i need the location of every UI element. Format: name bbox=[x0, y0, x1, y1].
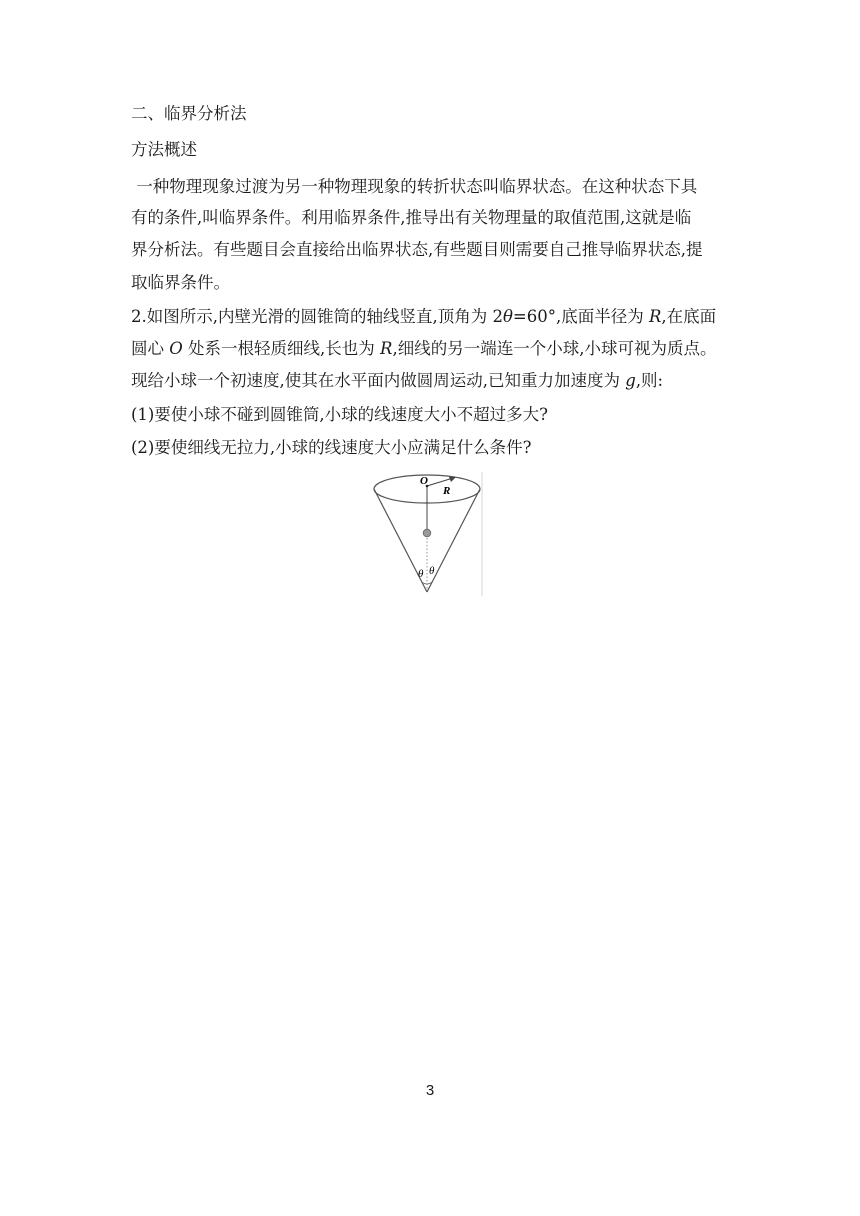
question-2: (2)要使细线无拉力,小球的线速度大小应满足什么条件? bbox=[131, 438, 532, 457]
paragraph-line: 界分析法。有些题目会直接给出临界状态,有些题目则需要自己推导临界状态,提 bbox=[131, 240, 703, 259]
cone-diagram bbox=[368, 470, 486, 598]
cone-figure bbox=[368, 470, 486, 598]
ball bbox=[423, 529, 431, 537]
angle-arc bbox=[422, 582, 432, 584]
paragraph-line: 有的条件,叫临界条件。利用临界条件,推导出有关物理量的取值范围,这就是临 bbox=[131, 208, 692, 227]
problem-line: 现给小球一个初速度,使其在水平面内做圆周运动,已知重力加速度为 g,则: bbox=[131, 371, 664, 390]
cone-right-wall bbox=[427, 489, 480, 592]
section-heading: 二、临界分析法 bbox=[131, 104, 247, 123]
problem-line: 圆心 O 处系一根轻质细线,长也为 R,细线的另一端连一个小球,小球可视为质点。 bbox=[131, 339, 717, 358]
radius-arrowhead bbox=[449, 477, 456, 482]
label-theta-left: θ bbox=[418, 568, 424, 580]
page-number: 3 bbox=[425, 1082, 435, 1099]
paragraph-line: 取临界条件。 bbox=[131, 273, 230, 292]
label-radius-r: R bbox=[443, 485, 451, 497]
problem-line: 2.如图所示,内壁光滑的圆锥筒的轴线竖直,顶角为 2θ=60°,底面半径为 R,在底面 bbox=[131, 307, 717, 326]
label-center-o: O bbox=[420, 475, 428, 487]
section-subheading: 方法概述 bbox=[131, 140, 197, 159]
label-theta-right: θ bbox=[429, 565, 435, 577]
question-1: (1)要使小球不碰到圆锥筒,小球的线速度大小不超过多大? bbox=[131, 405, 548, 424]
paragraph-line: 一种物理现象过渡为另一种物理现象的转折状态叫临界状态。在这种状态下具 bbox=[131, 177, 698, 196]
